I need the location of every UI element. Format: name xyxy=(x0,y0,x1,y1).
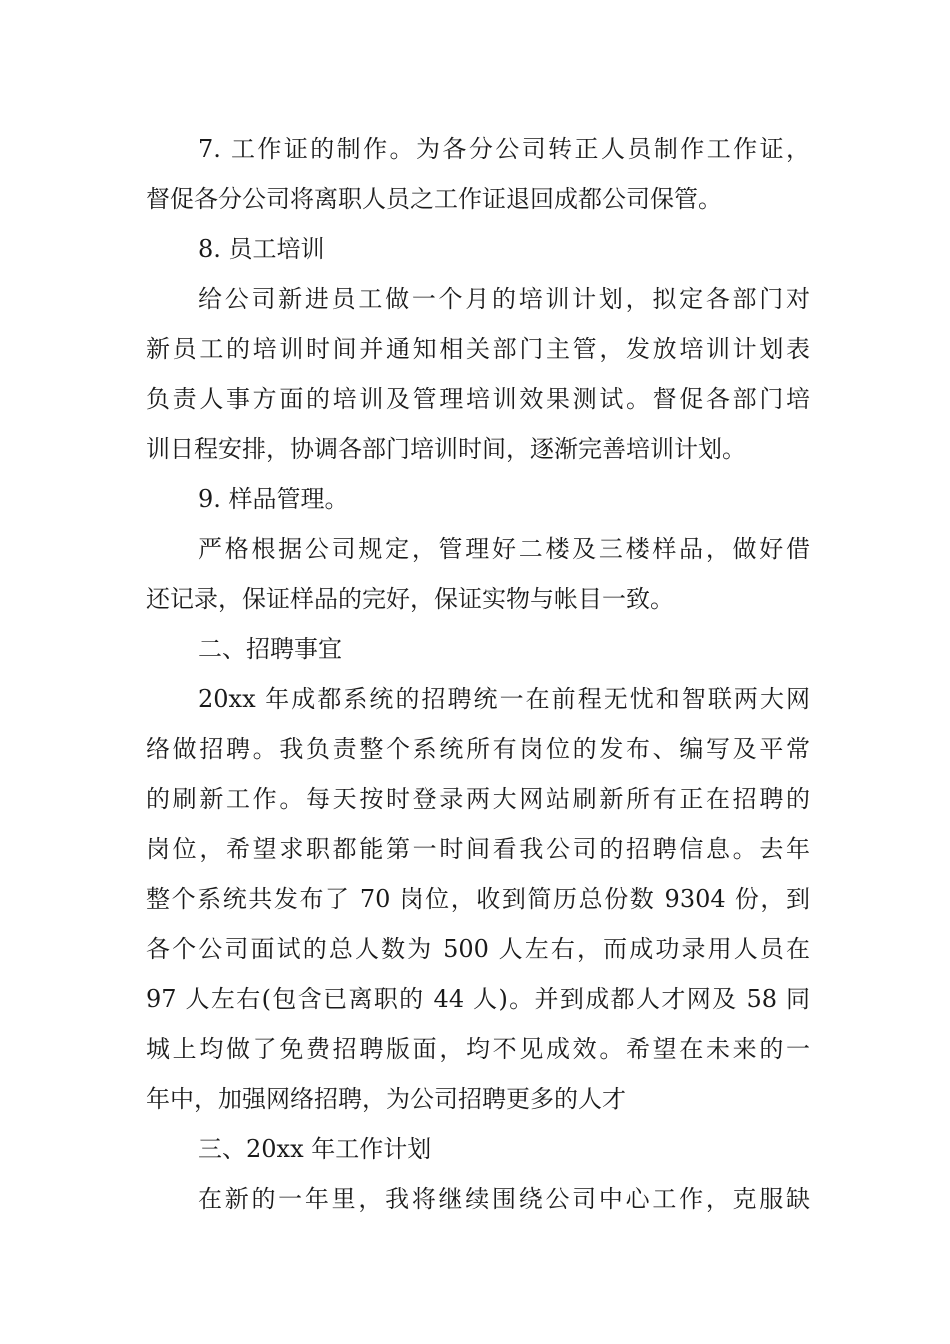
text-line: 新员工的培训时间并通知相关部门主管，发放培训计划表 xyxy=(146,335,810,363)
text-line: 7. 工作证的制作。为各分公司转正人员制作工作证， xyxy=(198,135,810,163)
text-line: 各个公司面试的总人数为 500 人左右，而成功录用人员在 xyxy=(146,935,810,963)
text-line: 还记录，保证样品的完好，保证实物与帐目一致。 xyxy=(146,585,674,613)
text-line: 8. 员工培训 xyxy=(198,235,325,263)
text-line: 负责人事方面的培训及管理培训效果测试。督促各部门培 xyxy=(146,385,810,413)
text-line: 整个系统共发布了 70 岗位，收到简历总份数 9304 份，到 xyxy=(146,885,810,913)
text-line: 训日程安排，协调各部门培训时间，逐渐完善培训计划。 xyxy=(146,435,746,463)
text-line: 97 人左右(包含已离职的 44 人)。并到成都人才网及 58 同 xyxy=(146,985,810,1013)
text-line: 年中，加强网络招聘，为公司招聘更多的人才 xyxy=(146,1085,626,1113)
text-line: 9. 样品管理。 xyxy=(198,485,349,513)
text-line: 络做招聘。我负责整个系统所有岗位的发布、编写及平常 xyxy=(146,735,810,763)
text-line: 20xx 年成都系统的招聘统一在前程无忧和智联两大网 xyxy=(198,685,810,713)
text-line: 的刷新工作。每天按时登录两大网站刷新所有正在招聘的 xyxy=(146,785,810,813)
text-line: 在新的一年里，我将继续围绕公司中心工作，克服缺 xyxy=(198,1185,810,1213)
text-line: 岗位，希望求职都能第一时间看我公司的招聘信息。去年 xyxy=(146,835,810,863)
text-line: 三、20xx 年工作计划 xyxy=(198,1135,432,1163)
text-line: 给公司新进员工做一个月的培训计划，拟定各部门对 xyxy=(198,285,810,313)
text-line: 二、招聘事宜 xyxy=(198,635,342,663)
document-body xyxy=(146,124,810,1224)
text-line: 督促各分公司将离职人员之工作证退回成都公司保管。 xyxy=(146,185,722,213)
text-line: 城上均做了免费招聘版面，均不见成效。希望在未来的一 xyxy=(146,1035,810,1063)
text-line: 严格根据公司规定，管理好二楼及三楼样品，做好借 xyxy=(198,535,810,563)
